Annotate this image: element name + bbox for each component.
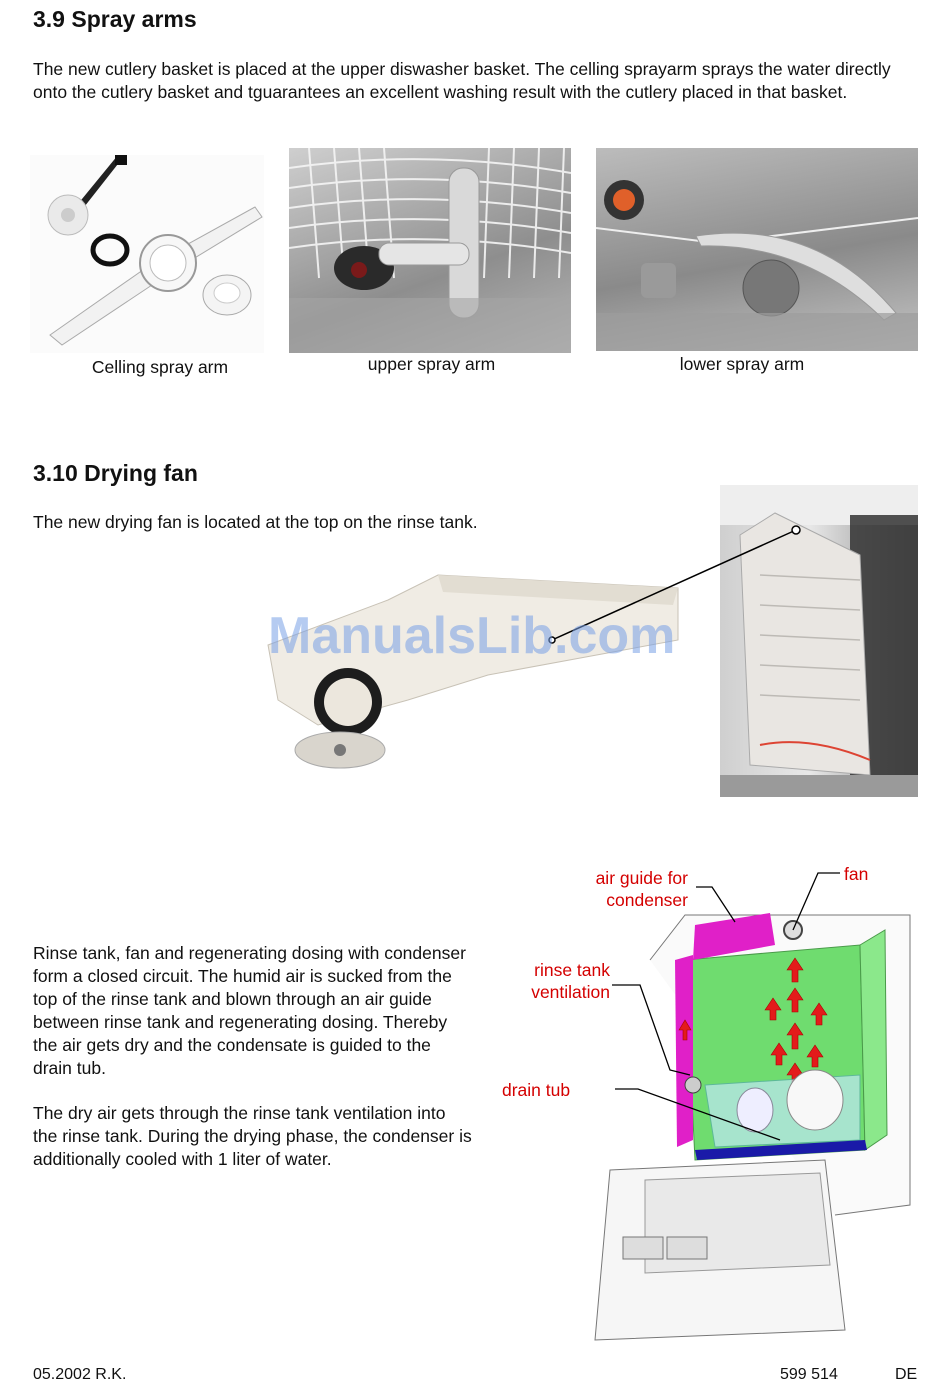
caption-celling-spray-arm: Celling spray arm <box>91 357 229 377</box>
celling-spray-arm-image <box>30 155 264 353</box>
footer-doc-number: 599 514 <box>780 1366 838 1383</box>
footer-date: 05.2002 R.K. <box>33 1366 127 1383</box>
lower-spray-arm-image <box>596 148 918 351</box>
dry-air-paragraph: The dry air gets through the rinse tank ventilation into the rinse tank. During the drying phase, the condenser is additionally cooled with 1 liter of water. <box>33 1103 472 1169</box>
label-air-guide-line2: condenser <box>606 890 688 910</box>
circuit-paragraph: Rinse tank, fan and regenerating dosing with condenser form a closed circuit. The humid air is sucked from the top of the rinse tank and blown through an air guide between rinse tank and regenerating dosing. Thereby the air gets dry and the condensate is guided to the drain tub. <box>33 943 466 1078</box>
caption-lower-spray-arm: lower spray arm <box>679 354 805 374</box>
label-drain-tub: drain tub <box>502 1080 571 1100</box>
spray-arms-paragraph: The new cutlery basket is placed at the upper diswasher basket. The celling sprayarm sprays the water directly onto the cutlery basket and tguarantees an excellent washing result with the cutlery placed in that basket. <box>33 59 891 102</box>
drying-fan-paragraph: The new drying fan is located at the top on the rinse tank. <box>33 512 478 532</box>
section-heading-drying-fan: 3.10 Drying fan <box>33 460 198 486</box>
footer-language: DE <box>895 1366 918 1383</box>
label-rinse-tank-line1: rinse tank <box>534 960 610 980</box>
upper-spray-arm-image <box>289 148 571 353</box>
label-rinse-tank-line2: ventilation <box>531 982 610 1002</box>
label-rinse-tank-ventilation <box>505 959 610 1003</box>
caption-upper-spray-arm: upper spray arm <box>367 354 496 374</box>
label-air-guide-line1: air guide for <box>595 868 688 888</box>
label-fan: fan <box>844 864 869 884</box>
manualslib-watermark: ManualsLib.com <box>268 607 676 665</box>
section-heading-spray-arms: 3.9 Spray arms <box>33 6 197 32</box>
label-air-guide <box>560 867 688 911</box>
